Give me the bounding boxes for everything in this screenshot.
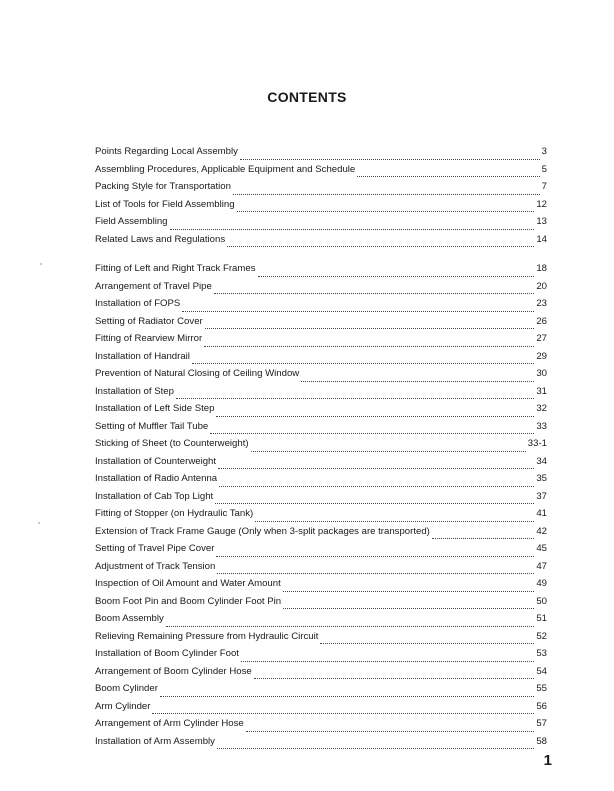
toc-entry-page: 57 bbox=[536, 718, 547, 729]
toc-entry-page: 58 bbox=[536, 735, 547, 747]
page-number: 1 bbox=[543, 752, 552, 769]
toc-entry bbox=[95, 281, 547, 299]
dot-leader bbox=[170, 229, 535, 230]
toc-entry-title: Boom Cylinder bbox=[95, 683, 158, 694]
toc-entry-page: 52 bbox=[536, 630, 547, 642]
toc-entry-title: Related Laws and Regulations bbox=[95, 233, 226, 245]
toc-entry-page: 12 bbox=[536, 198, 547, 210]
toc-entry-page: 45 bbox=[536, 543, 547, 554]
toc-entry-title: Setting of Muffler Tail Tube bbox=[95, 420, 209, 432]
toc-entry-page: 51 bbox=[536, 613, 547, 624]
toc-entry bbox=[95, 403, 547, 421]
toc-entry bbox=[95, 216, 547, 234]
toc-entry bbox=[95, 596, 547, 614]
toc-entry-title: Adjustment of Track Tension bbox=[95, 560, 216, 572]
dot-leader bbox=[283, 591, 535, 592]
toc-entry-title: Installation of Step bbox=[95, 385, 174, 397]
dot-leader bbox=[214, 293, 535, 294]
toc-entry bbox=[95, 648, 547, 666]
dot-leader bbox=[182, 311, 534, 312]
dot-leader bbox=[240, 159, 540, 160]
toc-entry-title: Extension of Track Frame Gauge (Only when 3-split packages are transported) bbox=[95, 525, 430, 537]
dot-leader bbox=[283, 608, 534, 609]
toc-entry-title: Inspection of Oil Amount and Water Amount bbox=[95, 578, 281, 589]
toc-entry-page: 29 bbox=[536, 350, 547, 362]
toc-entry bbox=[95, 526, 547, 544]
toc-entry bbox=[95, 333, 547, 351]
toc-entry-page: 49 bbox=[536, 578, 547, 589]
dot-leader bbox=[227, 246, 534, 247]
dot-leader bbox=[432, 538, 534, 539]
dot-leader bbox=[301, 381, 534, 382]
toc-entry-page: 37 bbox=[536, 490, 547, 502]
toc-entry bbox=[95, 613, 547, 631]
toc-entry-title: Setting of Travel Pipe Cover bbox=[95, 543, 215, 554]
scan-speck bbox=[40, 263, 42, 265]
toc-entry-page: 3 bbox=[541, 146, 547, 157]
toc-entry-page: 20 bbox=[536, 280, 547, 292]
toc-entry bbox=[95, 631, 547, 649]
toc-entry bbox=[95, 578, 547, 596]
toc-entry-title: Boom Assembly bbox=[95, 613, 164, 624]
toc-entry-page: 41 bbox=[536, 508, 547, 519]
toc-entry-page: 14 bbox=[536, 233, 547, 245]
toc-entry bbox=[95, 421, 547, 439]
toc-entry-title: Fitting of Rearview Mirror bbox=[95, 333, 203, 344]
toc-entry-title: Arrangement of Boom Cylinder Hose bbox=[95, 665, 252, 677]
toc-entry-title: Setting of Radiator Cover bbox=[95, 315, 203, 327]
toc-group-1 bbox=[95, 146, 547, 251]
toc-entry-title: Points Regarding Local Assembly bbox=[95, 146, 238, 157]
dot-leader bbox=[176, 398, 534, 399]
dot-leader bbox=[258, 276, 535, 277]
toc-entry-page: 50 bbox=[536, 595, 547, 607]
toc-entry bbox=[95, 473, 547, 491]
dot-leader bbox=[357, 176, 539, 177]
toc-entry-page: 27 bbox=[536, 333, 547, 344]
toc-entry-title: Assembling Procedures, Applicable Equipment and Schedule bbox=[95, 163, 356, 175]
dot-leader bbox=[152, 713, 534, 714]
toc-entry-page: 35 bbox=[536, 473, 547, 484]
toc-entry-page: 33-1 bbox=[527, 438, 547, 449]
dot-leader bbox=[217, 748, 534, 749]
toc-entry-title: Installation of Left Side Step bbox=[95, 403, 215, 414]
toc-entry-page: 13 bbox=[536, 216, 547, 227]
scan-speck bbox=[38, 522, 40, 524]
dot-leader bbox=[216, 556, 534, 557]
dot-leader bbox=[241, 661, 534, 662]
toc-entry-page: 56 bbox=[536, 700, 547, 712]
toc-entry-title: Sticking of Sheet (to Counterweight) bbox=[95, 438, 249, 449]
toc-entry bbox=[95, 736, 547, 754]
dot-leader bbox=[166, 626, 535, 627]
toc-entry-title: Field Assembling bbox=[95, 216, 168, 227]
dot-leader bbox=[219, 486, 534, 487]
toc-entry bbox=[95, 263, 547, 281]
toc-entry bbox=[95, 666, 547, 684]
toc-entry-page: 54 bbox=[536, 665, 547, 677]
toc-entry-page: 34 bbox=[536, 455, 547, 467]
toc-entry bbox=[95, 164, 547, 182]
toc-entry bbox=[95, 386, 547, 404]
toc-entry-page: 7 bbox=[541, 181, 547, 192]
toc-entry bbox=[95, 438, 547, 456]
toc-entry-title: Installation of Handrail bbox=[95, 350, 190, 362]
page-title: CONTENTS bbox=[267, 89, 347, 105]
dot-leader bbox=[217, 573, 534, 574]
toc-entry-page: 30 bbox=[536, 368, 547, 379]
dot-leader bbox=[254, 678, 535, 679]
toc-entry bbox=[95, 456, 547, 474]
dot-leader bbox=[233, 194, 540, 195]
toc-entry bbox=[95, 199, 547, 217]
toc-entry bbox=[95, 146, 547, 164]
toc-group-2 bbox=[95, 263, 547, 753]
toc-entry-page: 53 bbox=[536, 648, 547, 659]
toc-entry bbox=[95, 561, 547, 579]
toc-entry bbox=[95, 491, 547, 509]
dot-leader bbox=[320, 643, 534, 644]
toc-entry bbox=[95, 718, 547, 736]
toc-entry bbox=[95, 181, 547, 199]
toc-entry bbox=[95, 234, 547, 252]
dot-leader bbox=[218, 468, 534, 469]
dot-leader bbox=[210, 433, 534, 434]
toc-entry-title: Installation of Counterweight bbox=[95, 455, 217, 467]
toc-entry-title: Fitting of Left and Right Track Frames bbox=[95, 263, 256, 274]
toc-entry-title: Installation of Boom Cylinder Foot bbox=[95, 648, 239, 659]
toc-entry-page: 47 bbox=[536, 560, 547, 572]
toc-entry-title: Boom Foot Pin and Boom Cylinder Foot Pin bbox=[95, 595, 282, 607]
toc-entry bbox=[95, 368, 547, 386]
toc-entry-title: Packing Style for Transportation bbox=[95, 181, 231, 192]
toc-entry-page: 26 bbox=[536, 315, 547, 327]
toc-entry-title: List of Tools for Field Assembling bbox=[95, 198, 235, 210]
toc-entry-title: Prevention of Natural Closing of Ceiling Window bbox=[95, 368, 300, 379]
toc-entry-title: Fitting of Stopper (on Hydraulic Tank) bbox=[95, 508, 254, 519]
toc-entry-title: Installation of Arm Assembly bbox=[95, 735, 215, 747]
dot-leader bbox=[216, 416, 534, 417]
toc-entry bbox=[95, 683, 547, 701]
toc-entry-title: Installation of FOPS bbox=[95, 298, 181, 309]
toc-entry bbox=[95, 543, 547, 561]
dot-leader bbox=[192, 363, 534, 364]
toc-entry bbox=[95, 508, 547, 526]
dot-leader bbox=[160, 696, 534, 697]
toc-entry-title: Arrangement of Arm Cylinder Hose bbox=[95, 718, 244, 729]
toc-entry-page: 5 bbox=[541, 163, 547, 175]
toc-entry bbox=[95, 701, 547, 719]
toc-entry-title: Installation of Cab Top Light bbox=[95, 490, 214, 502]
toc-entry-title: Arm Cylinder bbox=[95, 700, 151, 712]
toc-entry-page: 32 bbox=[536, 403, 547, 414]
dot-leader bbox=[237, 211, 535, 212]
dot-leader bbox=[246, 731, 535, 732]
toc-entry bbox=[95, 298, 547, 316]
toc-entry bbox=[95, 316, 547, 334]
dot-leader bbox=[255, 521, 534, 522]
toc-entry-page: 33 bbox=[536, 420, 547, 432]
toc-entry-title: Relieving Remaining Pressure from Hydraulic Circuit bbox=[95, 630, 319, 642]
toc-entry-title: Installation of Radio Antenna bbox=[95, 473, 218, 484]
dot-leader bbox=[251, 451, 526, 452]
dot-leader bbox=[205, 328, 535, 329]
dot-leader bbox=[204, 346, 534, 347]
toc-entry-page: 55 bbox=[536, 683, 547, 694]
toc-entry-page: 31 bbox=[536, 385, 547, 397]
toc-entry-page: 42 bbox=[536, 525, 547, 537]
toc-entry bbox=[95, 351, 547, 369]
toc-entry-page: 23 bbox=[536, 298, 547, 309]
toc-entry-page: 18 bbox=[536, 263, 547, 274]
toc-entry-title: Arrangement of Travel Pipe bbox=[95, 280, 212, 292]
dot-leader bbox=[215, 503, 534, 504]
